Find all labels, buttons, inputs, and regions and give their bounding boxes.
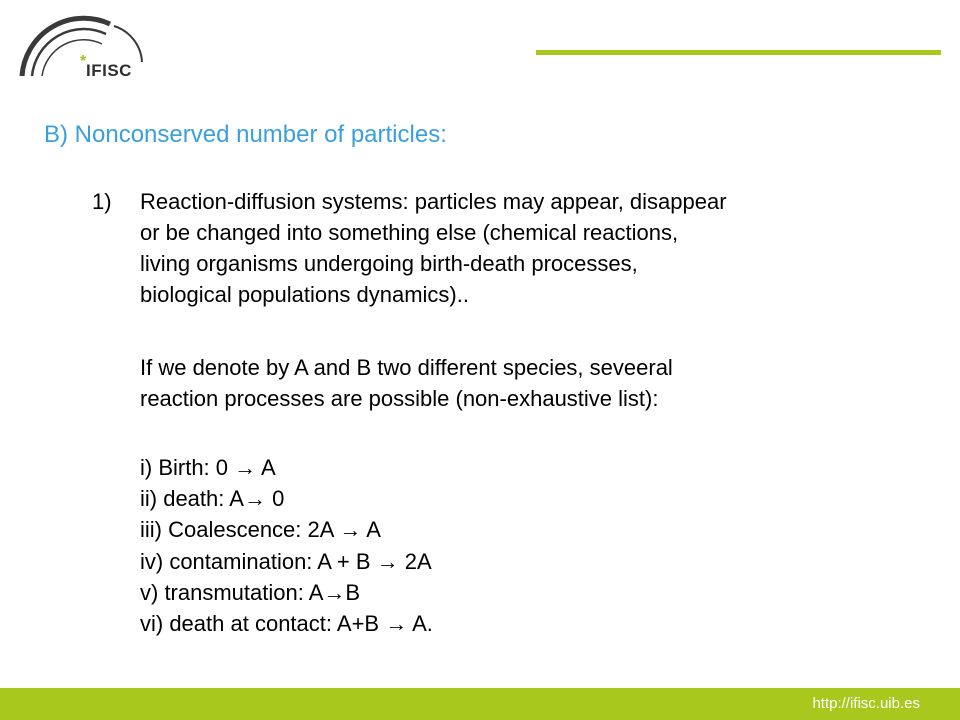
text-line: Reaction-diffusion systems: particles may appear, disappear [140, 189, 727, 214]
list-item: ii) death: A→ 0 [140, 486, 285, 512]
top-rule [536, 50, 941, 55]
list-number: 1) [92, 189, 112, 214]
section-subtitle: B) Nonconserved number of particles: [44, 121, 447, 148]
list-item: v) transmutation: A→B [140, 579, 361, 605]
footer-url: http://ifisc.uib.es [812, 695, 920, 712]
text-line: biological populations dynamics).. [140, 282, 469, 307]
logo-text: IFISC [86, 61, 132, 80]
list-item: vi) death at contact: A+B → A. [140, 611, 433, 637]
list-item: iii) Coalescence: 2A → A [140, 517, 381, 543]
logo-star: * [80, 53, 87, 70]
list-item: i) Birth: 0 → A [140, 455, 276, 480]
paragraph-reaction-diffusion [140, 186, 727, 310]
paragraph-species [140, 352, 673, 414]
list-item: iv) contamination: A + B → 2A [140, 548, 432, 574]
text-line: or be changed into something else (chemical reactions, [140, 220, 679, 245]
footer-bar [0, 688, 960, 720]
process-list [140, 452, 433, 639]
text-line: If we denote by A and B two different species, seveeral [140, 355, 673, 380]
text-line: living organisms undergoing birth-death processes, [140, 251, 638, 276]
text-line: reaction processes are possible (non-exhaustive list): [140, 386, 659, 411]
